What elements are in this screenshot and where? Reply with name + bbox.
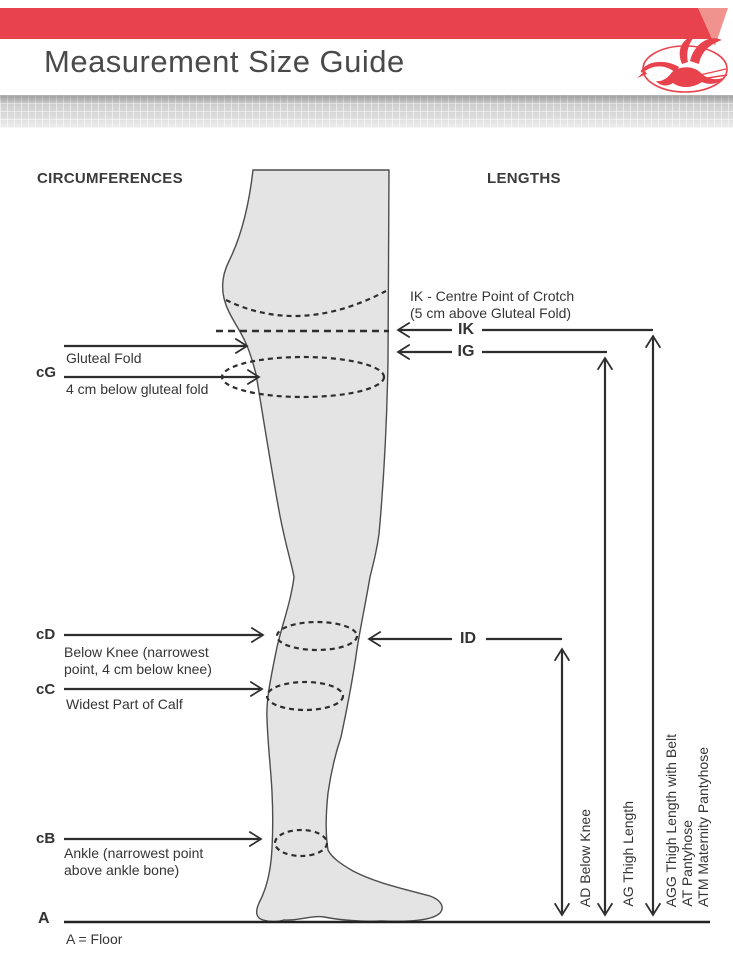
floor-code: A <box>38 910 50 927</box>
ig-label: IG <box>457 343 475 360</box>
lengths-header: LENGTHS <box>487 170 561 187</box>
cb-label: Ankle (narrowest point above ankle bone) <box>64 845 204 878</box>
circumferences-header: CIRCUMFERENCES <box>37 170 183 187</box>
cd-label: Below Knee (narrowest point, 4 cm below knee) <box>64 644 212 677</box>
page-title: Measurement Size Guide <box>44 44 405 79</box>
cc-label: Widest Part of Calf <box>66 696 183 712</box>
gluteal-fold-label: Gluteal Fold <box>66 350 142 366</box>
atm-maternity-pantyhose-label: ATM Maternity Pantyhose <box>695 746 711 907</box>
ad-below-knee-label: AD Below Knee <box>577 808 593 907</box>
at-pantyhose-label: AT Pantyhose <box>679 820 695 907</box>
leg-silhouette <box>223 170 443 922</box>
cg-label: 4 cm below gluteal fold <box>66 381 209 397</box>
id-label: ID <box>460 630 476 647</box>
cb-code: cB <box>36 830 56 847</box>
crotch-note <box>410 288 574 322</box>
cd-code: cD <box>36 626 56 643</box>
ik-label: IK <box>458 321 474 338</box>
crotch-note-line2: (5 cm above Gluteal Fold) <box>410 305 572 321</box>
crotch-note-line1: IK - Centre Point of Crotch <box>410 288 575 304</box>
cg-code: cG <box>36 364 57 381</box>
cc-code: cC <box>36 681 56 698</box>
floor-label: A = Floor <box>66 931 123 947</box>
ag-thigh-length-label: AG Thigh Length <box>620 801 636 907</box>
agg-thigh-length-belt-label: AGG Thigh Length with Belt <box>663 733 679 907</box>
